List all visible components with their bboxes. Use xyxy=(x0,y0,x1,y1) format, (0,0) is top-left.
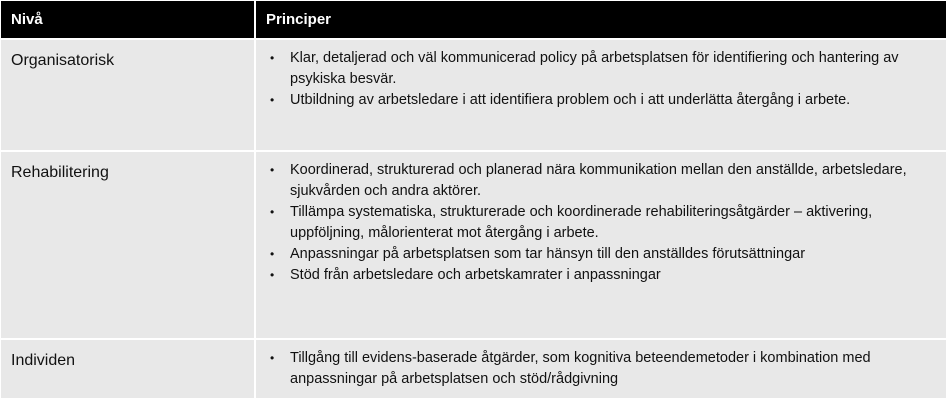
bullet-icon: • xyxy=(270,93,275,107)
principle-text: Klar, detaljerad och väl kommunicerad policy på arbetsplatsen för identifiering och hantering av psykiska besvär. xyxy=(290,50,899,87)
list-item xyxy=(268,265,936,286)
principle-text: Koordinerad, strukturerad och planerad nära kommunikation mellan den anställde, arbetsledare, sjukvården och andra aktörer. xyxy=(290,162,907,199)
principle-text: Tillgång till evidens-baserade åtgärder, som kognitiva beteendemetoder i kombination med anpassningar på arbetsplatsen och stöd/rådgivning xyxy=(290,350,871,387)
bullet-icon: • xyxy=(270,163,275,177)
bullet-icon: • xyxy=(270,268,275,282)
principle-text: Utbildning av arbetsledare i att identifiera problem och i att underlätta återgång i arbete. xyxy=(290,92,851,108)
principles-list xyxy=(256,340,946,390)
principles-table-container xyxy=(1,1,946,407)
bullet-icon: • xyxy=(270,247,275,261)
principle-text: Tillämpa systematiska, strukturerade och koordinerade rehabiliteringsåtgärder – aktivering, uppföljning, målorienterat mot återgång i arbete. xyxy=(290,204,873,241)
list-item xyxy=(268,244,936,265)
principles-cell xyxy=(255,339,946,398)
level-label: Organisatorisk xyxy=(11,52,115,69)
bullet-icon: • xyxy=(270,351,275,365)
level-label: Individen xyxy=(11,352,76,369)
list-item xyxy=(268,48,936,90)
level-cell xyxy=(1,339,255,398)
level-cell xyxy=(1,151,255,339)
list-item xyxy=(268,202,936,244)
principles-list xyxy=(256,40,946,111)
header-principles: Principer xyxy=(255,1,946,39)
list-item xyxy=(268,160,936,202)
bullet-icon: • xyxy=(270,51,275,65)
level-label: Rehabilitering xyxy=(11,164,109,181)
principles-table xyxy=(1,1,946,398)
list-item xyxy=(268,90,936,111)
level-cell xyxy=(1,39,255,151)
principles-list xyxy=(256,152,946,286)
header-level: Nivå xyxy=(1,1,255,39)
principle-text: Anpassningar på arbetsplatsen som tar hänsyn till den anställdes förutsättningar xyxy=(290,246,806,262)
table-row xyxy=(1,39,946,151)
principles-cell xyxy=(255,39,946,151)
table-row xyxy=(1,339,946,398)
table-row xyxy=(1,151,946,339)
table-header-row xyxy=(1,1,946,39)
bullet-icon: • xyxy=(270,205,275,219)
principle-text: Stöd från arbetsledare och arbetskamrater i anpassningar xyxy=(290,267,661,283)
list-item xyxy=(268,348,936,390)
principles-cell xyxy=(255,151,946,339)
